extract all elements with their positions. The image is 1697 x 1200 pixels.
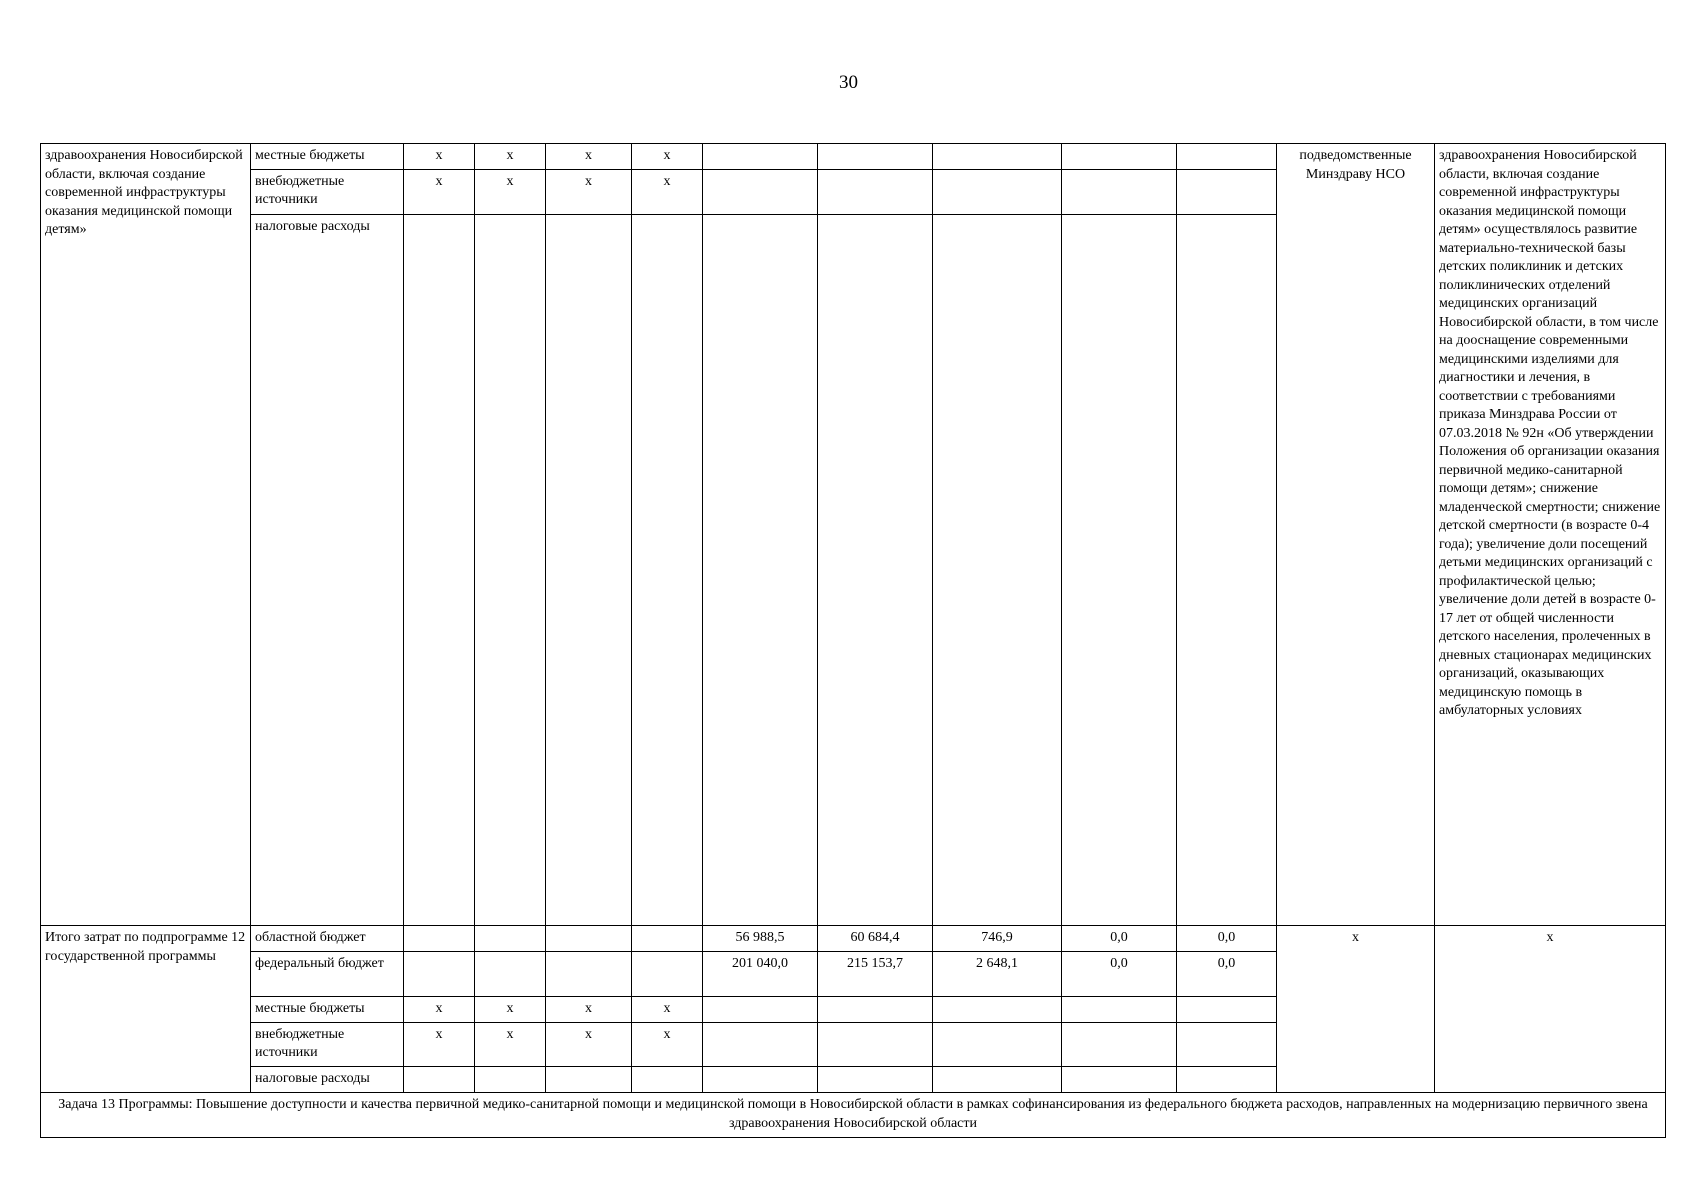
empty-cell	[933, 996, 1062, 1022]
value-cell: 746,9	[933, 926, 1062, 952]
empty-cell	[703, 214, 818, 925]
value-cell: 60 684,4	[818, 926, 933, 952]
x-mark: x	[404, 996, 475, 1022]
x-mark: x	[475, 169, 546, 214]
empty-cell	[404, 951, 475, 996]
x-mark: x	[546, 144, 632, 170]
empty-cell	[818, 1022, 933, 1067]
empty-cell	[933, 144, 1062, 170]
empty-cell	[1177, 1022, 1277, 1067]
source-tax-expenditures: налоговые расходы	[251, 1067, 404, 1093]
empty-cell	[546, 1067, 632, 1093]
empty-cell	[546, 926, 632, 952]
empty-cell	[1177, 169, 1277, 214]
value-cell: 0,0	[1177, 951, 1277, 996]
empty-cell	[818, 1067, 933, 1093]
task-13-heading: Задача 13 Программы: Повышение доступности и качества первичной медико-санитарной помощи и медицинской помощи в Новосибирской области в рамках софинансирования из федерального бюджета расходов, направленных на модернизацию первичного звена здравоохранения Новосибирской области	[41, 1093, 1666, 1138]
empty-cell	[1062, 214, 1177, 925]
source-extrabudgetary: внебюджетные источники	[251, 1022, 404, 1067]
empty-cell	[632, 214, 703, 925]
empty-cell	[933, 1022, 1062, 1067]
value-cell: 56 988,5	[703, 926, 818, 952]
empty-cell	[1062, 1067, 1177, 1093]
empty-cell	[1062, 169, 1177, 214]
empty-cell	[546, 214, 632, 925]
source-extrabudgetary: внебюджетные источники	[251, 169, 404, 214]
empty-cell	[1062, 1022, 1177, 1067]
value-cell: 0,0	[1177, 926, 1277, 952]
empty-cell	[1177, 996, 1277, 1022]
empty-cell	[703, 996, 818, 1022]
total-name-cell: Итого затрат по подпрограмме 12 государственной программы	[41, 926, 251, 1093]
x-mark: x	[632, 144, 703, 170]
empty-cell	[818, 144, 933, 170]
x-mark: x	[632, 1022, 703, 1067]
value-cell: 2 648,1	[933, 951, 1062, 996]
x-mark: x	[404, 1022, 475, 1067]
empty-cell	[546, 951, 632, 996]
executor-cell: подведомственные Минздраву НСО	[1277, 144, 1435, 926]
empty-cell	[632, 1067, 703, 1093]
empty-cell	[703, 1022, 818, 1067]
empty-cell	[818, 214, 933, 925]
empty-cell	[1177, 1067, 1277, 1093]
x-mark: x	[546, 996, 632, 1022]
empty-cell	[818, 996, 933, 1022]
page-number: 30	[839, 72, 858, 93]
empty-cell	[1177, 214, 1277, 925]
value-cell: 0,0	[1062, 926, 1177, 952]
measure-name-cell: здравоохранения Новосибирской области, включая создание современной инфраструктуры оказания медицинской помощи детям»	[41, 144, 251, 926]
source-federal-budget: федеральный бюджет	[251, 951, 404, 996]
empty-cell	[703, 144, 818, 170]
source-regional-budget: областной бюджет	[251, 926, 404, 952]
empty-cell	[475, 1067, 546, 1093]
value-cell: 201 040,0	[703, 951, 818, 996]
budget-table	[40, 143, 1666, 1138]
result-cell: x	[1435, 926, 1666, 1093]
empty-cell	[1177, 144, 1277, 170]
empty-cell	[933, 169, 1062, 214]
empty-cell	[703, 1067, 818, 1093]
empty-cell	[475, 951, 546, 996]
empty-cell	[703, 169, 818, 214]
empty-cell	[1062, 996, 1177, 1022]
source-tax-expenditures: налоговые расходы	[251, 214, 404, 925]
empty-cell	[632, 926, 703, 952]
empty-cell	[404, 214, 475, 925]
x-mark: x	[632, 996, 703, 1022]
source-local-budgets: местные бюджеты	[251, 996, 404, 1022]
result-cell: здравоохранения Новосибирской области, включая создание современной инфраструктуры оказания медицинской помощи детям» осуществлялось развитие материально-технической базы детских поликлиник и детских поликлинических отделений медицинских организаций Новосибирской области, в том числе на дооснащение современными медицинскими изделиями для диагностики и лечения, в соответствии с требованиями приказа Минздрава России от 07.03.2018 № 92н «Об утверждении Положения об организации оказания первичной медико-санитарной помощи детям»; снижение младенческой смертности; снижение детской смертности (в возрасте 0-4 года); увеличение доли посещений детьми медицинских организаций с профилактической целью; увеличение доли детей в возрасте 0-17 лет от общей численности детского населения, пролеченных в дневных стационарах медицинских организаций, оказывающих медицинскую помощь в амбулаторных условиях	[1435, 144, 1666, 926]
empty-cell	[404, 926, 475, 952]
x-mark: x	[404, 169, 475, 214]
empty-cell	[475, 926, 546, 952]
empty-cell	[632, 951, 703, 996]
empty-cell	[933, 214, 1062, 925]
empty-cell	[404, 1067, 475, 1093]
x-mark: x	[546, 169, 632, 214]
empty-cell	[475, 214, 546, 925]
executor-cell: x	[1277, 926, 1435, 1093]
source-local-budgets: местные бюджеты	[251, 144, 404, 170]
x-mark: x	[632, 169, 703, 214]
x-mark: x	[404, 144, 475, 170]
x-mark: x	[475, 144, 546, 170]
x-mark: x	[546, 1022, 632, 1067]
value-cell: 0,0	[1062, 951, 1177, 996]
empty-cell	[933, 1067, 1062, 1093]
x-mark: x	[475, 1022, 546, 1067]
value-cell: 215 153,7	[818, 951, 933, 996]
x-mark: x	[475, 996, 546, 1022]
empty-cell	[818, 169, 933, 214]
empty-cell	[1062, 144, 1177, 170]
